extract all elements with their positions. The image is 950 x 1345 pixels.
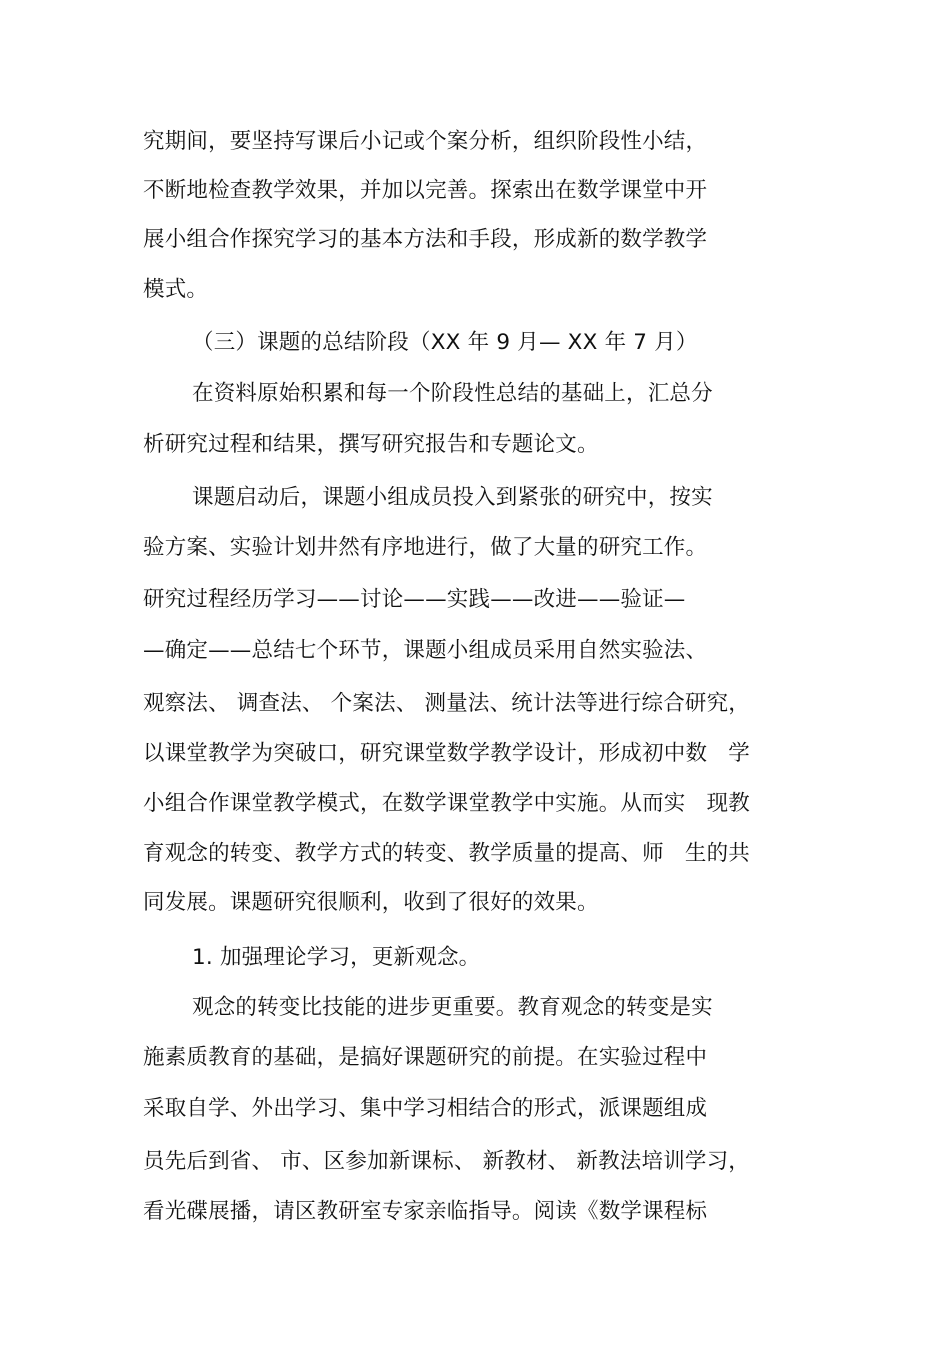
text-line: 研究过程经历学习——讨论——实践——改进——验证—	[143, 587, 686, 612]
section-heading: （三）课题的总结阶段（XX 年 9 月— XX 年 7 月）	[192, 330, 698, 355]
text-line: 以课堂教学为突破口，研究课堂数学教学设计，形成初中数 学	[143, 741, 751, 766]
text-line: 展小组合作探究学习的基本方法和手段，形成新的数学教学	[143, 227, 708, 252]
text-line: 验方案、实验计划井然有序地进行，做了大量的研究工作。	[143, 535, 708, 560]
text-line: 析研究过程和结果，撰写研究报告和专题论文。	[143, 432, 599, 457]
text-line: 观察法、 调查法、 个案法、 测量法、统计法等进行综合研究，	[143, 691, 751, 716]
text-line: 同发展。课题研究很顺利，收到了很好的效果。	[143, 890, 599, 915]
section-heading: 1. 加强理论学习，更新观念。	[192, 945, 481, 970]
text-line: 不断地检查教学效果，并加以完善。探索出在数学课堂中开	[143, 178, 708, 203]
text-line: 施素质教育的基础，是搞好课题研究的前提。在实验过程中	[143, 1045, 708, 1070]
text-line: 究期间，要坚持写课后小记或个案分析，组织阶段性小结，	[143, 129, 708, 154]
text-line: 在资料原始积累和每一个阶段性总结的基础上，汇总分	[192, 381, 713, 406]
text-line: 采取自学、外出学习、集中学习相结合的形式，派课题组成	[143, 1096, 708, 1121]
text-line: 课题启动后，课题小组成员投入到紧张的研究中，按实	[192, 485, 713, 510]
text-line: 模式。	[143, 277, 209, 302]
text-line: 育观念的转变、教学方式的转变、教学质量的提高、师 生的共	[143, 841, 751, 866]
text-line: 观念的转变比技能的进步更重要。教育观念的转变是实	[192, 995, 713, 1020]
text-line: —确定——总结七个环节，课题小组成员采用自然实验法、	[143, 638, 708, 663]
text-line: 看光碟展播，请区教研室专家亲临指导。阅读《数学课程标	[143, 1199, 708, 1224]
text-line: 员先后到省、 市、区参加新课标、 新教材、 新教法培训学习，	[143, 1149, 751, 1174]
text-line: 小组合作课堂教学模式，在数学课堂教学中实施。从而实 现教	[143, 791, 751, 816]
